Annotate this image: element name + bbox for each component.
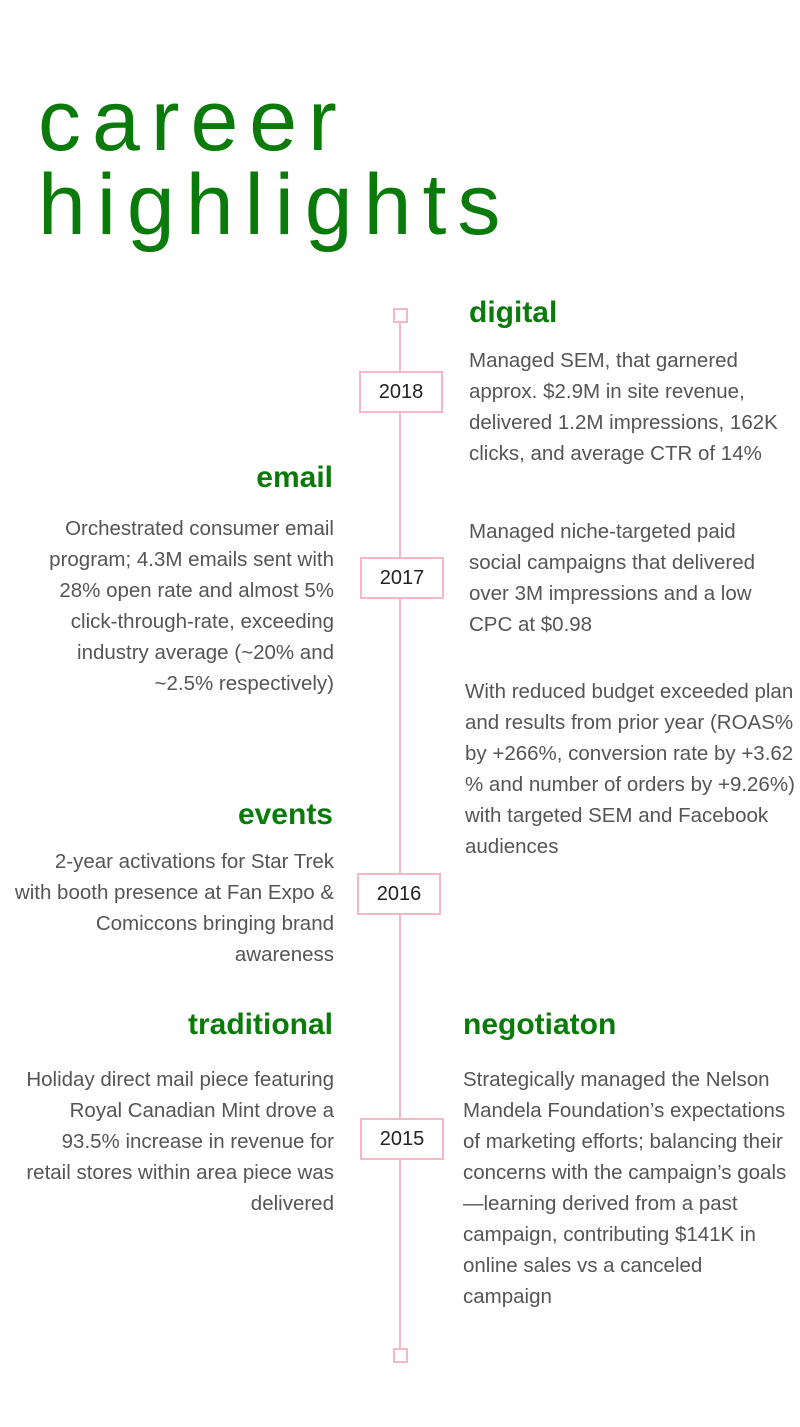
timeline-year-2017: 2017 [360, 557, 444, 599]
section-heading-email: email [256, 461, 333, 494]
page-title-line-2: highlights [38, 157, 512, 253]
events-highlight: 2-year activations for Star Trek with booth presence at Fan Expo & Comiccons bringing brand awareness [14, 850, 334, 966]
negotiation-highlight: Strategically managed the Nelson Mandela Foundation’s expectations of marketing efforts; balancing their concerns with the campaign’s goals—learning derived from a past campaign, contributing $141K in online sales vs a canceled campaign [463, 1068, 787, 1308]
digital-highlight-paid-social: Managed niche-targeted paid social campaigns that delivered over 3M impressions and a low CPC at $0.98 [469, 520, 756, 636]
timeline-line [399, 322, 401, 1349]
section-heading-negotiation: negotiaton [463, 1008, 617, 1041]
timeline-year-2016: 2016 [357, 873, 441, 915]
digital-highlight-sem: Managed SEM, that garnered approx. $2.9M in site revenue, delivered 1.2M impressions, 162K clicks, and average CTR of 14% [469, 349, 778, 465]
email-highlight: Orchestrated consumer email program; 4.3M emails sent with 28% open rate and almost 5% click-through-rate, exceeding industry average (~20% and ~2.5% respectively) [49, 517, 334, 695]
digital-highlight-reduced-budget: With reduced budget exceeded plan and results from prior year (ROAS% by +266%, conversion rate by +3.62 % and number of orders by +9.26%) with targeted SEM and Facebook audiences [465, 680, 795, 858]
section-heading-events: events [237, 798, 333, 831]
timeline-end-marker [393, 1348, 408, 1363]
timeline-year-2015: 2015 [360, 1118, 444, 1160]
timeline-start-marker [393, 308, 408, 323]
traditional-highlight: Holiday direct mail piece featuring Royal Canadian Mint drove a 93.5% increase in revenue for retail stores within area piece was delivered [26, 1068, 334, 1215]
section-heading-traditional: traditional [187, 1008, 333, 1041]
section-heading-digital: digital [469, 296, 558, 329]
timeline-year-2018: 2018 [359, 371, 443, 413]
page-title-line-1: career [38, 73, 348, 169]
